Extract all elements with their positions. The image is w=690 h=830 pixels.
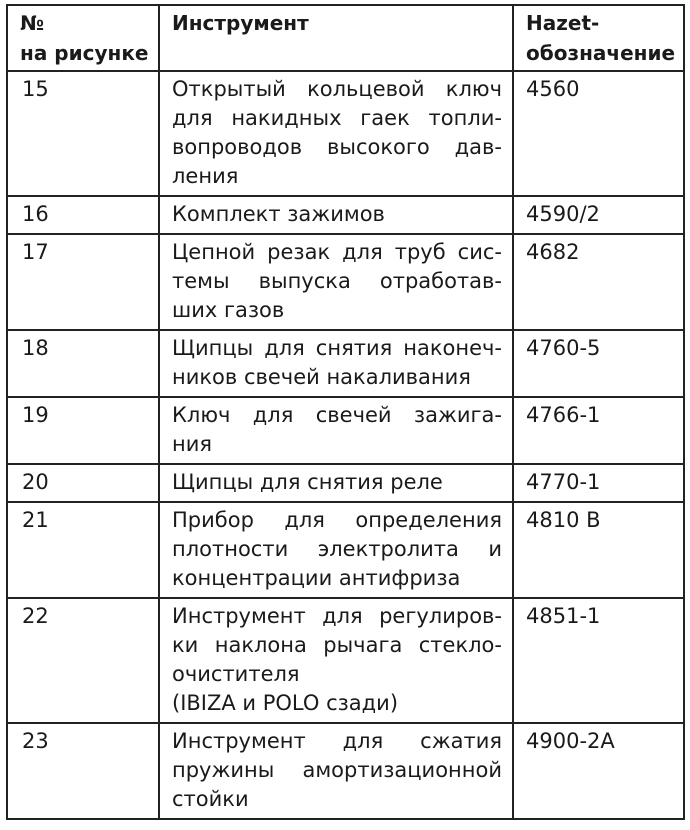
- row-number: 18: [7, 330, 159, 397]
- tool-line: вопроводов высокого дав-: [172, 135, 502, 159]
- tools-table: [6, 4, 685, 820]
- row-number: 17: [7, 234, 159, 330]
- table-row: [7, 71, 684, 196]
- header-code-line: обозначение: [526, 41, 676, 65]
- tool-line: ки наклона рычага стекло-: [172, 633, 502, 657]
- tool-line: Щипцы для снятия наконеч-: [172, 336, 502, 360]
- row-tool: [159, 234, 513, 330]
- tool-line: Инструмент для регулиров-: [172, 604, 502, 628]
- tool-line: Щипцы для снятия реле: [172, 470, 443, 494]
- tool-line: для накидных гаек топли-: [172, 106, 502, 130]
- tool-line: концентрации антифриза: [172, 566, 461, 590]
- row-number: 21: [7, 502, 159, 598]
- tool-line: плотности электролита и: [172, 537, 502, 561]
- table-header: [7, 5, 684, 71]
- table-row: [7, 464, 684, 502]
- header-code: [513, 5, 684, 71]
- row-tool: [159, 598, 513, 723]
- tool-line: пружины амортизационной: [172, 758, 502, 782]
- header-code-line: Hazet-: [526, 11, 600, 35]
- table-row: [7, 330, 684, 397]
- table-body: [7, 71, 684, 819]
- tool-line: ния: [172, 432, 213, 456]
- tool-line: Прибор для определения: [172, 508, 502, 532]
- row-tool: [159, 723, 513, 819]
- row-number: 22: [7, 598, 159, 723]
- row-number: 16: [7, 196, 159, 234]
- row-code: 4560: [513, 71, 684, 196]
- tool-line: ших газов: [172, 298, 285, 322]
- tool-line: стойки: [172, 787, 249, 811]
- row-code: 4770-1: [513, 464, 684, 502]
- row-code: 4760-5: [513, 330, 684, 397]
- row-number: 15: [7, 71, 159, 196]
- row-code: 4682: [513, 234, 684, 330]
- header-tool-line: Инструмент: [172, 11, 309, 35]
- header-number: [7, 5, 159, 71]
- row-tool: [159, 464, 513, 502]
- row-code: 4590/2: [513, 196, 684, 234]
- table-row: [7, 397, 684, 464]
- table-row: [7, 502, 684, 598]
- tool-line: (IBIZA и POLO сзади): [172, 691, 399, 715]
- tool-line: Ключ для свечей зажига-: [172, 403, 502, 427]
- row-code: 4900-2A: [513, 723, 684, 819]
- table-row: [7, 234, 684, 330]
- tool-line: Комплект зажимов: [172, 202, 385, 226]
- tools-table-container: [6, 4, 683, 820]
- tool-line: ления: [172, 164, 239, 188]
- row-tool: [159, 397, 513, 464]
- tool-line: темы выпуска отработав-: [172, 269, 502, 293]
- row-tool: [159, 71, 513, 196]
- row-number: 23: [7, 723, 159, 819]
- table-row: [7, 598, 684, 723]
- header-number-line: на рисунке: [20, 41, 149, 65]
- tool-line: Инструмент для сжатия: [172, 729, 502, 753]
- tool-line: Цепной резак для труб сис-: [172, 240, 502, 264]
- row-number: 19: [7, 397, 159, 464]
- row-tool: [159, 330, 513, 397]
- header-number-line: №: [20, 11, 45, 35]
- tool-line: ников свечей накаливания: [172, 365, 471, 389]
- row-tool: [159, 502, 513, 598]
- row-tool: [159, 196, 513, 234]
- row-code: 4766-1: [513, 397, 684, 464]
- header-row: [7, 5, 684, 71]
- header-tool: [159, 5, 513, 71]
- row-number: 20: [7, 464, 159, 502]
- row-code: 4810 B: [513, 502, 684, 598]
- table-row: [7, 196, 684, 234]
- row-code: 4851-1: [513, 598, 684, 723]
- tool-line: очистителя: [172, 662, 300, 686]
- table-row: [7, 723, 684, 819]
- tool-line: Открытый кольцевой ключ: [172, 77, 502, 101]
